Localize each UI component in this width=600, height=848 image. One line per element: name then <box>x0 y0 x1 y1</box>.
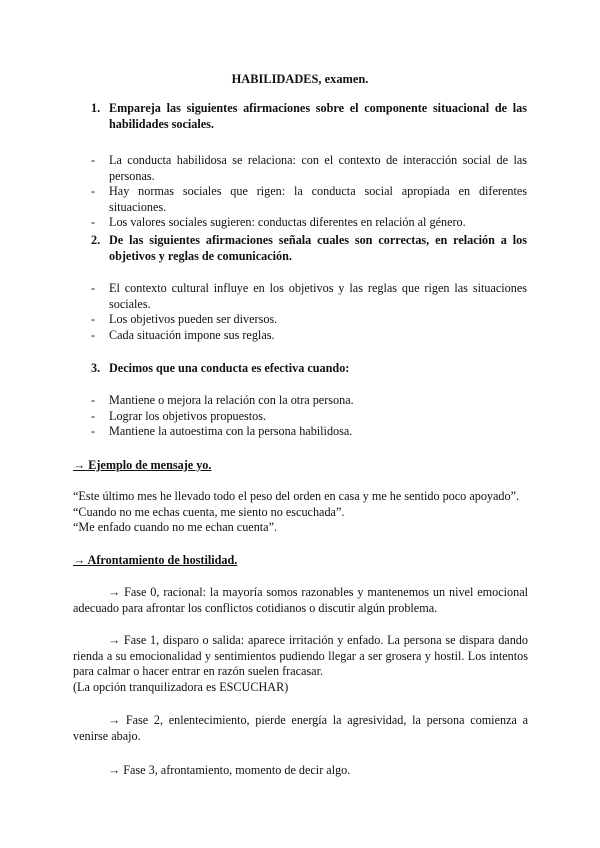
list-item-text: Mantiene la autoestima con la persona habilidosa. <box>109 424 353 438</box>
list-item <box>91 393 527 409</box>
quote-line: “Cuando no me echas cuenta, me siento no escuchada”. <box>73 504 345 519</box>
phase-text: → Fase 3, afrontamiento, momento de decir algo. <box>108 763 351 777</box>
phase-2-paragraph <box>73 713 528 744</box>
bullet: - <box>91 153 96 167</box>
bullet: - <box>91 327 96 342</box>
bullet: - <box>91 393 96 407</box>
list-item <box>91 281 527 312</box>
list-item <box>91 153 527 184</box>
bullet: - <box>91 184 96 198</box>
quote-line: “Este último mes he llevado todo el peso del orden en casa y me he sentido poco apoyado”. <box>73 489 520 503</box>
question-number: 3. <box>91 361 101 375</box>
question-text: De las siguientes afirmaciones señala cuales son correctas, en relación a los objetivos y reglas de comunicación. <box>109 233 527 263</box>
question-text: Decimos que una conducta es efectiva cuando: <box>109 361 350 375</box>
list-item <box>91 424 527 440</box>
answer-list-1 <box>91 153 527 231</box>
question-1 <box>91 101 527 132</box>
example-quotes <box>73 489 533 536</box>
bullet: - <box>91 312 96 326</box>
bullet: - <box>91 424 96 438</box>
section-heading-ejemplo: → Ejemplo de mensaje yo. <box>73 458 212 472</box>
note-line: (La opción tranquilizadora es ESCUCHAR) <box>73 679 289 694</box>
bullet: - <box>91 408 96 423</box>
list-item-text: Los objetivos pueden ser diversos. <box>109 312 278 326</box>
document-title: HABILIDADES, examen. <box>231 72 369 86</box>
answer-list-2 <box>91 281 527 343</box>
list-item <box>91 328 527 344</box>
bullet: - <box>91 215 96 229</box>
section-heading-afrontamiento: → Afrontamiento de hostilidad. <box>73 553 238 567</box>
list-item <box>91 184 527 215</box>
phase-0-paragraph <box>73 585 528 616</box>
list-item-text: Cada situación impone sus reglas. <box>109 327 275 342</box>
list-item-text: Lograr los objetivos propuestos. <box>109 408 267 423</box>
question-2 <box>91 233 527 264</box>
answer-list-3 <box>91 393 527 440</box>
question-number: 1. <box>91 101 101 115</box>
phase-text: → Fase 1, disparo o salida: aparece irritación y enfado. La persona se dispara dando rienda a su emocionalidad y sentimientos pudiendo llegar a ser grosera y hostil. Los intentos para calmar o hacer entrar en razón suelen fracasar. <box>73 633 528 678</box>
list-item-text: La conducta habilidosa se relaciona: con el contexto de interacción social de las personas. <box>109 153 527 183</box>
list-item <box>91 409 527 425</box>
list-item-text: Hay normas sociales que rigen: la conducta social apropiada en diferentes situaciones. <box>109 184 527 214</box>
list-item <box>91 215 527 231</box>
phase-3-paragraph <box>73 763 528 779</box>
question-text: Empareja las siguientes afirmaciones sobre el componente situacional de las habilidades sociales. <box>109 101 527 131</box>
phase-1-paragraph <box>73 633 528 695</box>
list-item-text: El contexto cultural influye en los objetivos y las reglas que rigen las situaciones sociales. <box>109 281 527 311</box>
question-3 <box>91 361 527 377</box>
question-number: 2. <box>91 233 101 247</box>
list-item-text: Mantiene o mejora la relación con la otra persona. <box>109 393 354 407</box>
list-item-text: Los valores sociales sugieren: conductas diferentes en relación al género. <box>109 215 466 229</box>
phase-text: → Fase 0, racional: la mayoría somos razonables y mantenemos un nivel emocional adecuado para afrontar los conflictos cotidianos o discutir algún problema. <box>73 585 528 615</box>
quote-line: “Me enfado cuando no me echan cuenta”. <box>73 520 278 534</box>
list-item <box>91 312 527 328</box>
phase-text: → Fase 2, enlentecimiento, pierde energía la agresividad, la persona comienza a venirse abajo. <box>73 713 528 743</box>
bullet: - <box>91 281 96 295</box>
